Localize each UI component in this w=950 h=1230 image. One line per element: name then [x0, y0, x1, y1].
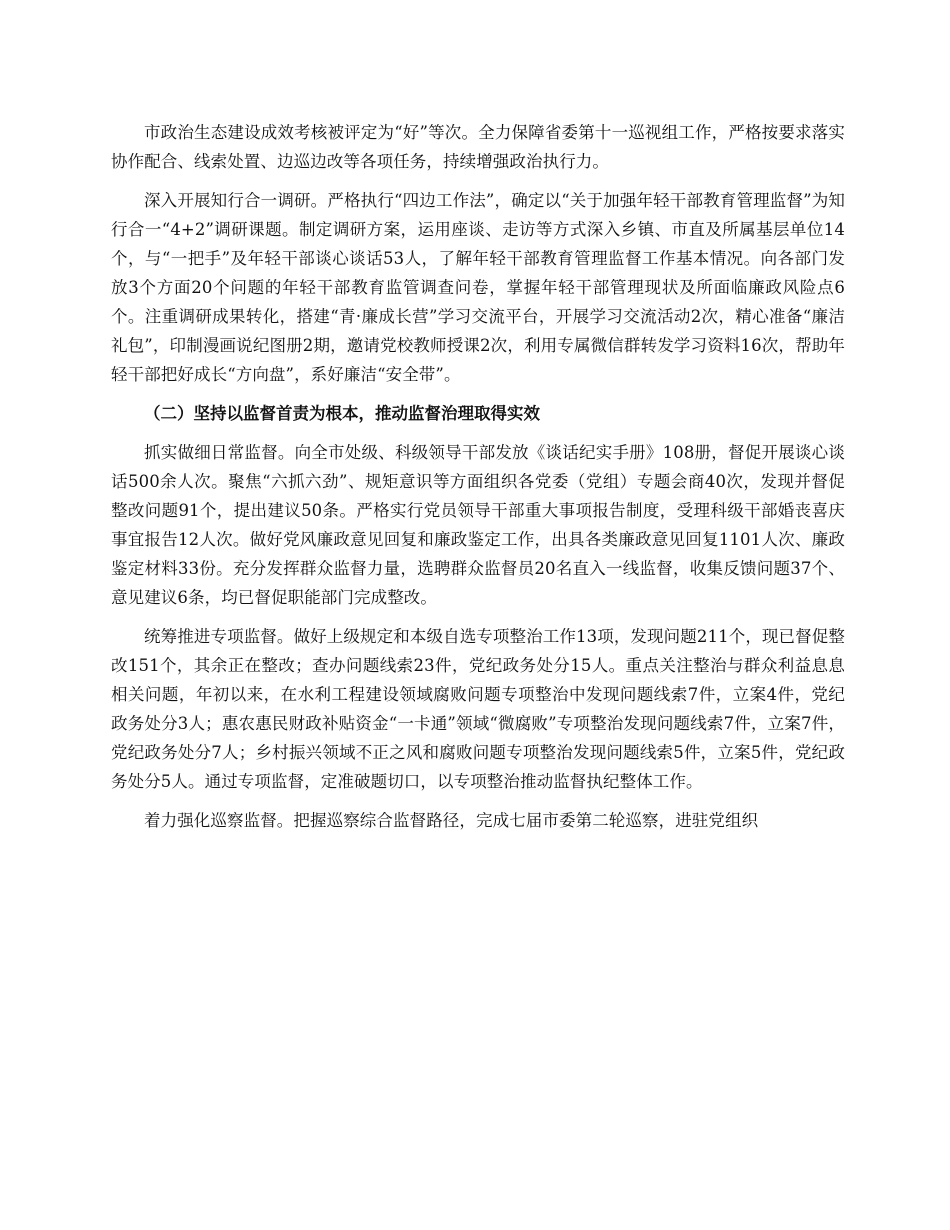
paragraph-research: 深入开展知行合一调研。严格执行“四边工作法”，确定以“关于加强年轻干部教育管理监督”为知行合一“4+2”调研课题。制定调研方案，运用座谈、走访等方式深入乡镇、市直及所属基层单位14个，与“一把手”及年轻干部谈心谈话53人，了解年轻干部教育管理监督工作基本情况。向各部门发放3个方面20个问题的年轻干部教育监管调查问卷，掌握年轻干部管理现状及所面临廉政风险点6个。注重调研成果转化，搭建“青·廉成长营”学习交流平台，开展学习交流活动2次，精心准备“廉洁礼包”，印制漫画说纪图册2期，邀请党校教师授课2次，利用专属微信群转发学习资料16次，帮助年轻干部把好成长“方向盘”，系好廉洁“安全带”。	[111, 191, 845, 384]
document-body	[111, 118, 845, 845]
paragraph-special-supervision: 统筹推进专项监督。做好上级规定和本级自选专项整治工作13项，发现问题211个，现已督促整改151个，其余正在整改；查办问题线索23件，党纪政务处分15人。重点关注整治与群众利益息息相关问题，年初以来，在水利工程建设领域腐败问题专项整治中发现问题线索7件，立案4件，党纪政务处分3人；惠农惠民财政补贴资金“一卡通”领域“微腐败”专项整治发现问题线索7件，立案7件，党纪政务处分7人；乡村振兴领域不正之风和腐败问题专项整治发现问题线索5件，立案5件，党纪政务处分5人。通过专项监督，定准破题切口，以专项整治推动监督执纪整体工作。	[111, 627, 845, 791]
section-heading: （二）坚持以监督首责为根本，推动监督治理取得实效	[144, 404, 540, 423]
paragraph-inspection-supervision: 着力强化巡察监督。把握巡察综合监督路径，完成七届市委第二轮巡察，进驻党组织	[144, 811, 759, 830]
paragraph-daily-supervision: 抓实做细日常监督。向全市处级、科级领导干部发放《谈话纪实手册》108册，督促开展谈心谈话500余人次。聚焦“六抓六劲”、规矩意识等方面组织各党委（党组）专题会商40次，发现并督促整改问题91个，提出建议50条。严格实行党员领导干部重大事项报告制度，受理科级干部婚丧喜庆事宜报告12人次。做好党风廉政意见回复和廉政鉴定工作，出具各类廉政意见回复1101人次、廉政鉴定材料33份。充分发挥群众监督力量，选聘群众监督员20名直入一线监督，收集反馈问题37个、意见建议6条，均已督促职能部门完成整改。	[111, 443, 845, 607]
paragraph-political-ecology: 市政治生态建设成效考核被评定为“好”等次。全力保障省委第十一巡视组工作，严格按要求落实协作配合、线索处置、边巡边改等各项任务，持续增强政治执行力。	[111, 123, 845, 171]
